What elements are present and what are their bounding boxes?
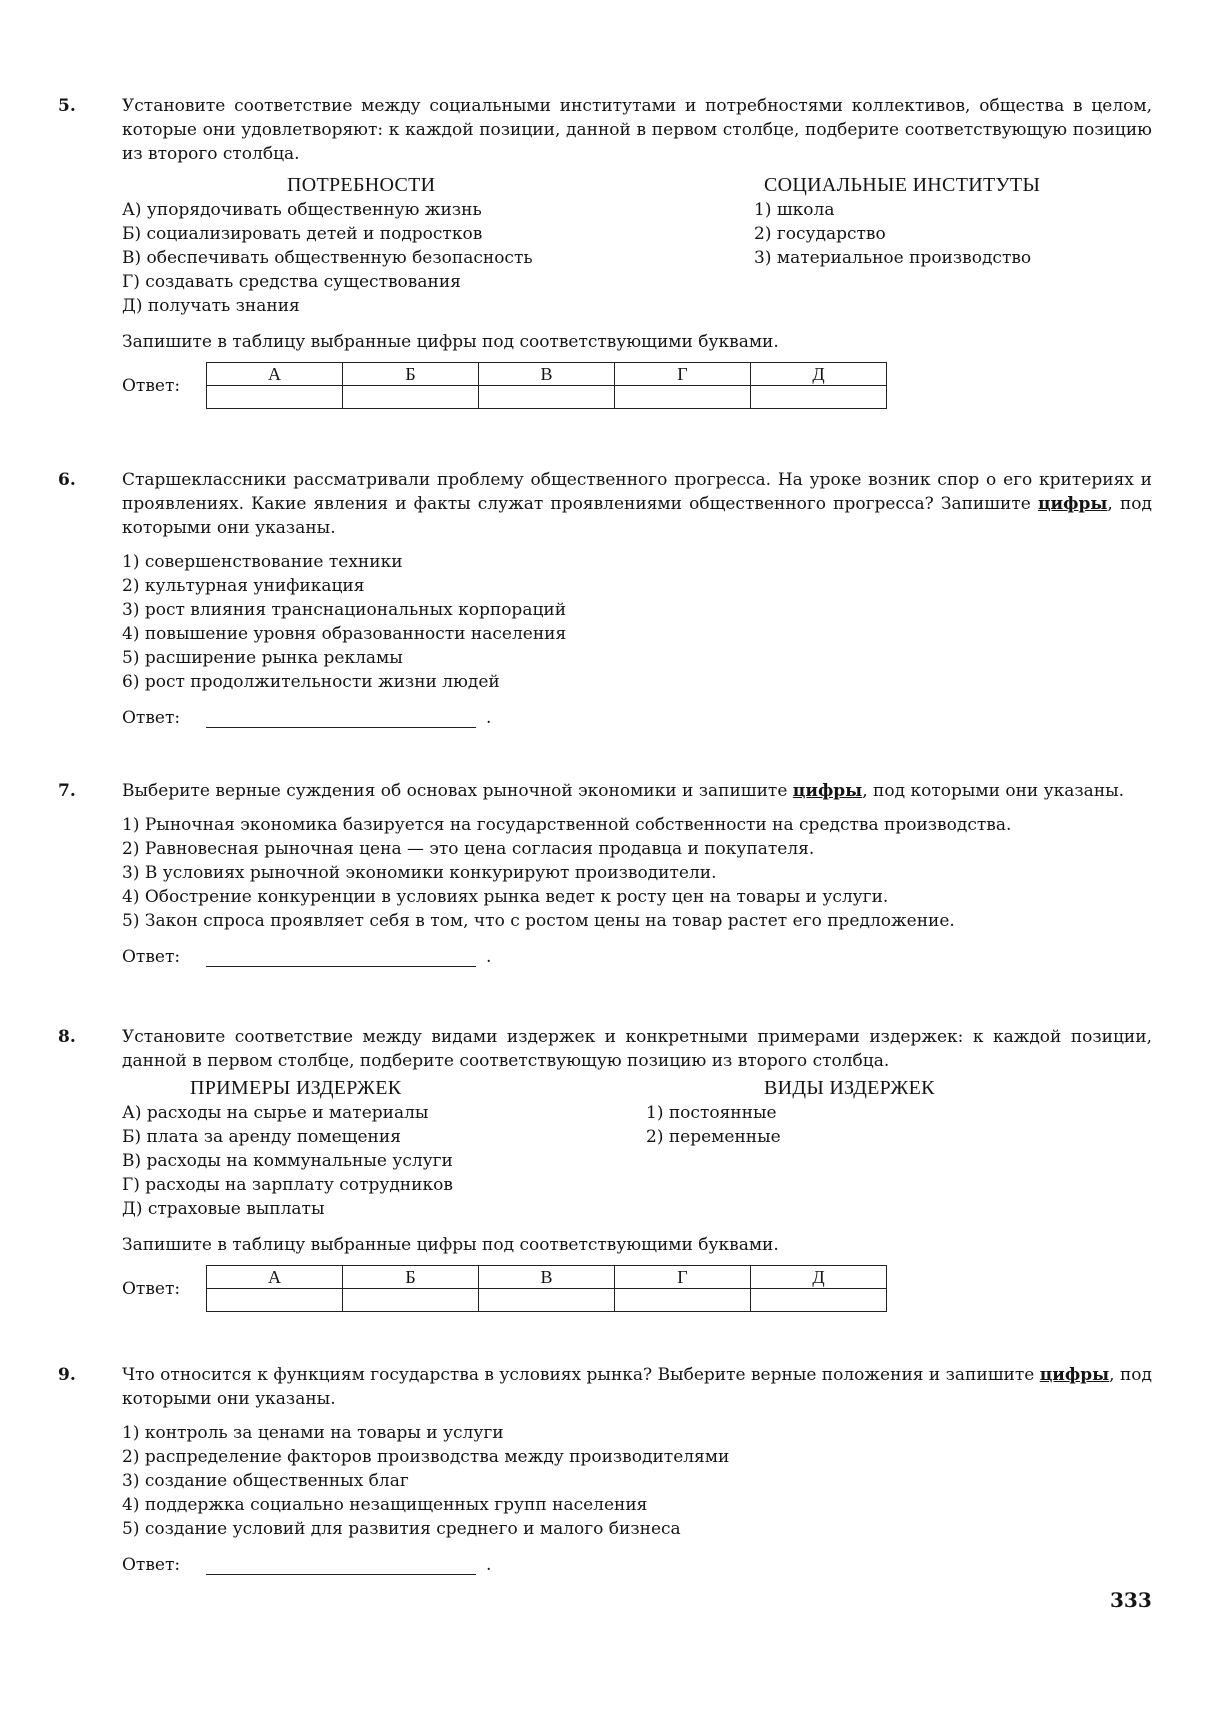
list-item: Б) плата за аренду помещения [122,1127,401,1147]
list-item: 1) совершенствование техники [122,552,403,572]
task-8 [58,1025,1158,1312]
list-item: 1) контроль за ценами на товары и услуги [122,1423,504,1443]
task-number: 5. [58,96,76,116]
answer-cell[interactable] [615,1289,751,1312]
task-statement: Старшеклассники рассматривали проблему общественного прогресса. На уроке возник спор о его критериях и проявлениях. Какие явления и факты служат проявлениями общественного прогресса? Запишите цифры, под которыми они указаны. [122,470,1152,538]
list-item: 4) поддержка социально незащищенных групп населения [122,1495,648,1515]
list-item: 1) Рыночная экономика базируется на государственной собственности на средства производства. [122,815,1012,835]
answer-field[interactable] [206,1556,476,1575]
table-header-cell: А [207,363,343,386]
task-number: 8. [58,1027,76,1047]
list-item: Г) расходы на зарплату сотрудников [122,1175,453,1195]
list-item: 3) рост влияния транснациональных корпораций [122,600,567,620]
table-header-cell: Д [751,363,887,386]
table-header-cell: Д [751,1266,887,1289]
left-column-title: ПРИМЕРЫ ИЗДЕРЖЕК [190,1077,402,1099]
answer-cell[interactable] [615,386,751,409]
table-header-cell: Г [615,363,751,386]
task-statement: Установите соответствие между видами издержек и конкретными примерами издержек: к каждой позиции, данной в первом столбце, подберите соответствующую позицию из второго столбца. [122,1027,1152,1071]
left-column-title: ПОТРЕБНОСТИ [287,174,436,196]
list-item: 2) культурная унификация [122,576,365,596]
answer-cell[interactable] [479,386,615,409]
list-item: 1) постоянные [646,1103,777,1123]
list-item: 2) переменные [646,1127,781,1147]
list-item: 1) школа [754,200,835,220]
task-7 [58,779,1158,969]
answer-label: Ответ: [122,1278,181,1299]
list-item: 3) В условиях рыночной экономики конкурируют производители. [122,863,717,883]
page-number: 333 [1110,1588,1152,1612]
list-item: Д) получать знания [122,296,300,316]
list-item: 4) Обострение конкуренции в условиях рынка ведет к росту цен на товары и услуги. [122,887,889,907]
answer-cell[interactable] [751,386,887,409]
task-number: 7. [58,781,76,801]
list-item: 5) создание условий для развития среднего и малого бизнеса [122,1519,681,1539]
answer-field[interactable] [206,948,476,967]
list-item: 6) рост продолжительности жизни людей [122,672,500,692]
answer-label: Ответ: [122,375,181,396]
task-number: 9. [58,1365,76,1385]
task-5 [58,94,1158,409]
task-statement: Что относится к функциям государства в условиях рынка? Выберите верные положения и запишите цифры, под которыми они указаны. [122,1365,1152,1409]
list-item: В) обеспечивать общественную безопасность [122,248,533,268]
table-header-cell: Г [615,1266,751,1289]
right-column-title: СОЦИАЛЬНЫЕ ИНСТИТУТЫ [764,174,1041,196]
table-header-cell: В [479,363,615,386]
answer-period: . [486,708,492,728]
list-item: 2) государство [754,224,886,244]
answer-cell[interactable] [343,386,479,409]
task-statement: Выберите верные суждения об основах рыночной экономики и запишите цифры, под которыми они указаны. [122,781,1125,801]
answer-cell[interactable] [479,1289,615,1312]
list-item: Б) социализировать детей и подростков [122,224,483,244]
list-item: 5) расширение рынка рекламы [122,648,403,668]
answer-table [206,1265,887,1312]
answer-cell[interactable] [343,1289,479,1312]
answer-field[interactable] [206,709,476,728]
list-item: 3) создание общественных благ [122,1471,409,1491]
table-header-cell: Б [343,1266,479,1289]
table-header-cell: В [479,1266,615,1289]
task-statement: Установите соответствие между социальными институтами и потребностями коллективов, общества в целом, которые они удовлетворяют: к каждой позиции, данной в первом столбце, подберите соответствующую позицию из второго столбца. [122,96,1152,164]
list-item: А) расходы на сырье и материалы [122,1103,429,1123]
list-item: Д) страховые выплаты [122,1199,325,1219]
answer-table [206,362,887,409]
answer-cell[interactable] [751,1289,887,1312]
table-header-cell: Б [343,363,479,386]
table-instruction: Запишите в таблицу выбранные цифры под соответствующими буквами. [122,332,779,352]
list-item: 4) повышение уровня образованности населения [122,624,567,644]
answer-period: . [486,947,492,967]
list-item: А) упорядочивать общественную жизнь [122,200,482,220]
list-item: 5) Закон спроса проявляет себя в том, что с ростом цены на товар растет его предложение. [122,911,955,931]
answer-label: Ответ: [122,947,181,967]
right-column-title: ВИДЫ ИЗДЕРЖЕК [764,1077,935,1099]
list-item: Г) создавать средства существования [122,272,461,292]
task-6 [58,468,1158,730]
answer-label: Ответ: [122,708,181,728]
answer-label: Ответ: [122,1555,181,1575]
table-instruction: Запишите в таблицу выбранные цифры под соответствующими буквами. [122,1235,779,1255]
task-9 [58,1363,1158,1577]
list-item: 3) материальное производство [754,248,1032,268]
answer-cell[interactable] [207,386,343,409]
list-item: 2) распределение факторов производства между производителями [122,1447,730,1467]
table-header-cell: А [207,1266,343,1289]
list-item: 2) Равновесная рыночная цена — это цена согласия продавца и покупателя. [122,839,815,859]
answer-period: . [486,1555,492,1575]
list-item: В) расходы на коммунальные услуги [122,1151,453,1171]
answer-cell[interactable] [207,1289,343,1312]
task-number: 6. [58,470,76,490]
